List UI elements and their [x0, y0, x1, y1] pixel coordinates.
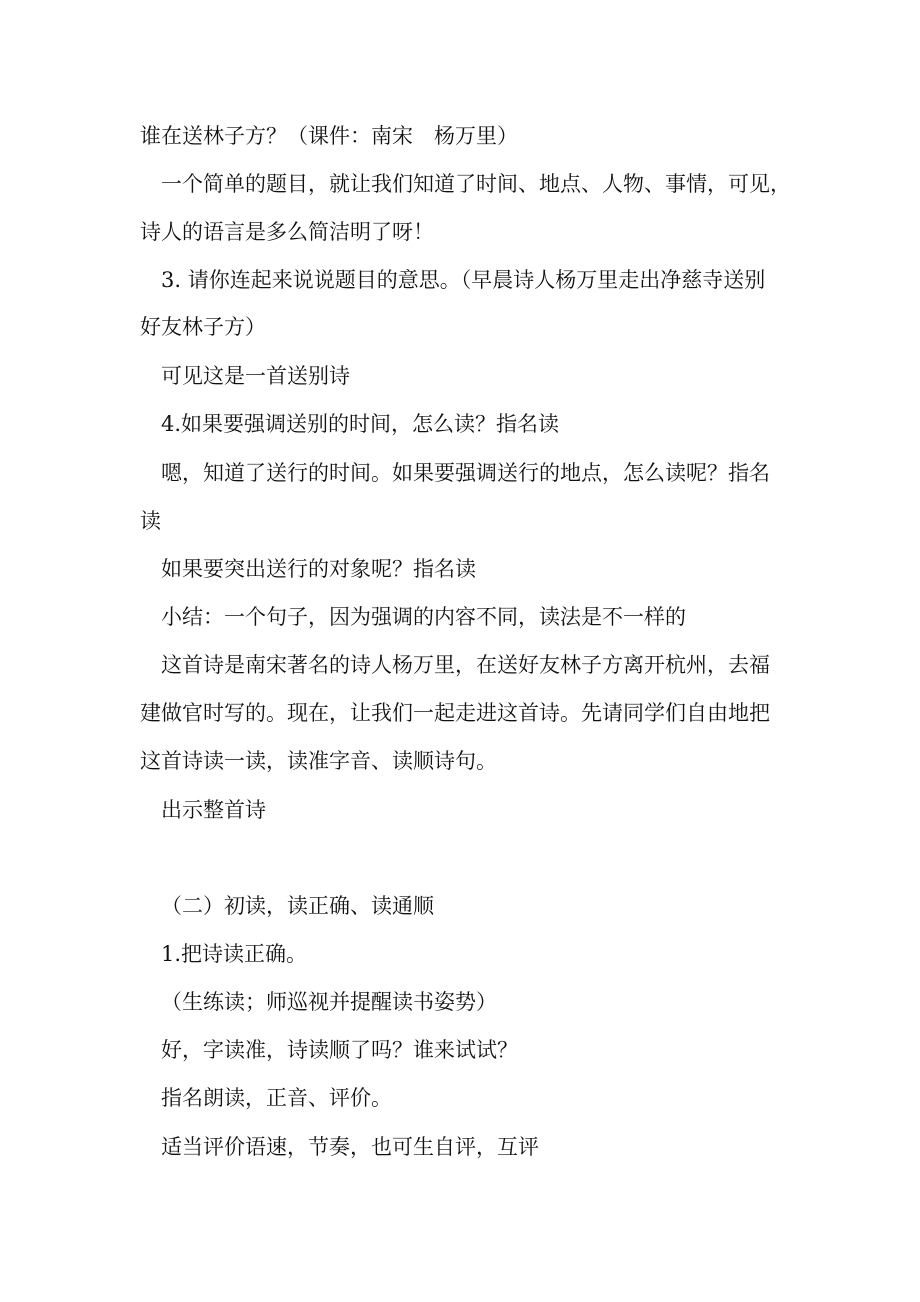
text-line: 建做官时写的。现在，让我们一起走进这首诗。先请同学们自由地把 [140, 701, 770, 725]
section-heading: （二）初读，读正确、读通顺 [161, 894, 434, 918]
text-line: 读 [140, 509, 161, 533]
text-line: 诗人的语言是多么简洁明了呀！ [140, 220, 434, 244]
text-line: 3. 请你连起来说说题目的意思。（早晨诗人杨万里走出净慈寺送别 [161, 268, 766, 292]
text-line: 这首诗是南宋著名的诗人杨万里，在送好友林子方离开杭州，去福 [161, 653, 770, 677]
text-line: （生练读；师巡视并提醒读书姿势） [161, 990, 497, 1014]
text-line: 4.如果要强调送别的时间，怎么读？指名读 [161, 412, 560, 436]
text-line: 出示整首诗 [161, 798, 266, 822]
text-line: 谁在送林子方？（课件：南宋 杨万里） [140, 124, 518, 148]
text-line: 适当评价语速，节奏，也可生自评，互评 [161, 1135, 539, 1159]
text-line: 可见这是一首送别诗 [161, 364, 350, 388]
text-line: 如果要突出送行的对象呢？指名读 [161, 557, 476, 581]
text-line: 好，字读准，诗读顺了吗？谁来试试？ [161, 1038, 518, 1062]
text-line: 这首诗读一读，读准字音、读顺诗句。 [140, 749, 497, 773]
text-line: 好友林子方） [140, 315, 266, 339]
text-line: 一个简单的题目，就让我们知道了时间、地点、人物、事情，可见， [161, 172, 791, 196]
text-line: 小结：一个句子，因为强调的内容不同，读法是不一样的 [161, 605, 686, 629]
text-line: 1.把诗读正确。 [161, 942, 308, 966]
text-line: 嗯，知道了送行的时间。如果要强调送行的地点，怎么读呢？指名 [161, 461, 770, 485]
text-line: 指名朗读，正音、评价。 [161, 1086, 392, 1110]
